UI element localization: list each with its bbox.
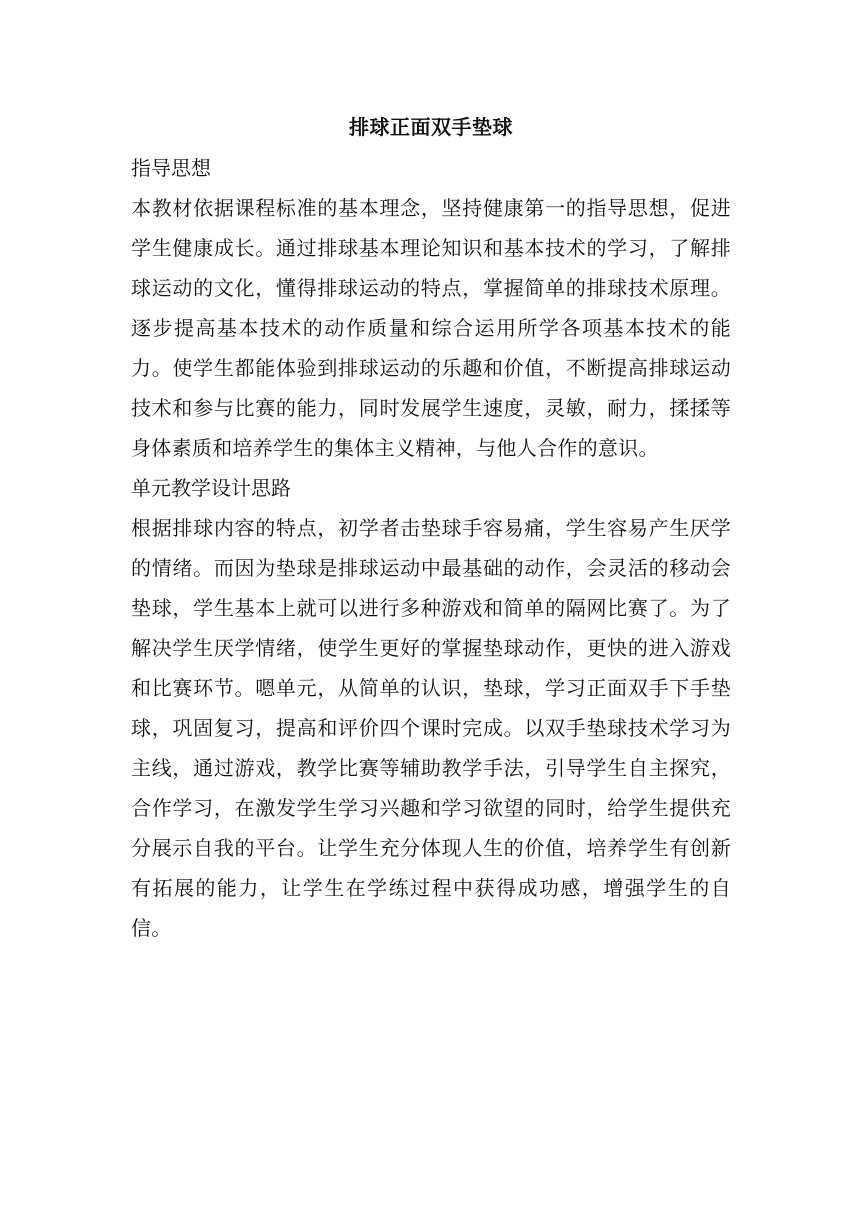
section-body: 根据排球内容的特点，初学者击垫球手容易痛，学生容易产生厌学的情绪。而因为垫球是排球运动中最基础的动作，会灵活的移动会垫球，学生基本上就可以进行多种游戏和简单的隔网比赛了。为了解决学生厌学情绪，使学生更好的掌握垫球动作，更快的进入游戏和比赛环节。嗯单元，从简单的认识，垫球，学习正面双手下手垫球，巩固复习，提高和评价四个课时完成。以双手垫球技术学习为主线，通过游戏，教学比赛等辅助教学手法，引导学生自主探究，合作学习，在激发学生学习兴趣和学习欲望的同时，给学生提供充分展示自我的平台。让学生充分体现人生的价值，培养学生有创新有拓展的能力，让学生在学练过程中获得成功感，增强学生的自信。 bbox=[131, 516, 731, 940]
document-title: 排球正面双手垫球 bbox=[349, 115, 513, 139]
section-heading: 指导思想 bbox=[131, 156, 211, 180]
document-page bbox=[131, 112, 731, 948]
section-body: 本教材依据课程标准的基本理念，坚持健康第一的指导思想，促进学生健康成长。通过排球基本理论知识和基本技术的学习，了解排球运动的文化，懂得排球运动的特点，掌握简单的排球技术原理。逐步提高基本技术的动作质量和综合运用所学各项基本技术的能力。使学生都能体验到排球运动的乐趣和价值，不断提高排球运动技术和参与比赛的能力，同时发展学生速度，灵敏，耐力，揉揉等身体素质和培养学生的集体主义精神，与他人合作的意识。 bbox=[131, 196, 731, 460]
section-unit-design bbox=[131, 468, 731, 948]
section-guiding-ideology bbox=[131, 148, 731, 468]
section-heading: 单元教学设计思路 bbox=[131, 476, 291, 500]
